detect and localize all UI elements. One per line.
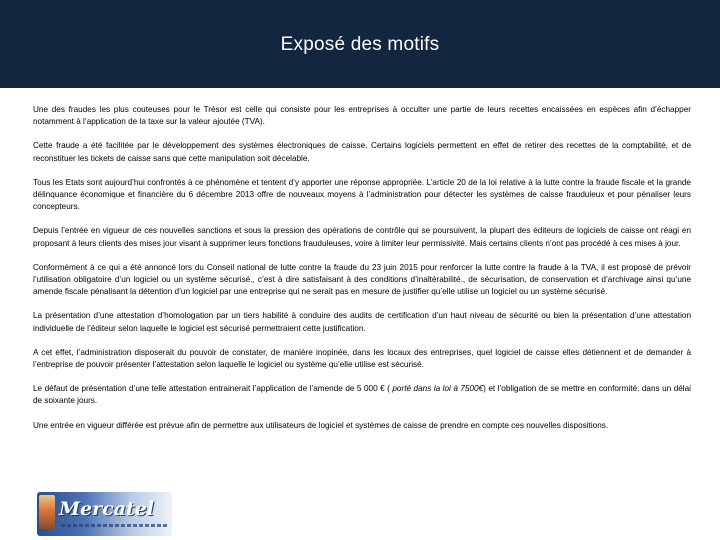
- fine-text-before: Le défaut de présentation d’une telle attestation entrainerait l’application de l’amende de 5 000 € (: [33, 384, 390, 394]
- paragraph-electronic-cash-systems: Cette fraude a été facilitée par le développement des systèmes électroniques de caisse. Certains logiciels permettent en effet de retirer des recettes de la comptabilité, et de reconstituer les tickets de caisse sans que cette manipulation soit décelable.: [33, 141, 691, 163]
- paragraph-certification: La présentation d’une attestation d’homologation par un tiers habilité à conduire des audits de certification d’un haut niveau de sécurité ou bien la présentation d’une attestation individuelle de l’éditeur selon laquelle le logiciel est sécurisé permettraient cette justification.: [33, 311, 691, 333]
- logo-wordmark: Mercatel: [59, 498, 155, 520]
- paragraph-state-response: Tous les Etats sont aujourd’hui confrontés à ce phénomène et tentent d’y apporter une réponse appropriée. L’article 20 de la loi relative à la lutte contre la fraude fiscale et la grande délinquance économique et financière du 6 décembre 2013 offre de nouveaux moyens à l’administration pour détecter les systèmes de caisse frauduleux et pour pénaliser leurs concepteurs.: [33, 177, 691, 212]
- paragraph-mandatory-secure-software: Conformément à ce qui a été annoncé lors du Conseil national de lutte contre la fraude du 23 juin 2015 pour renforcer la lutte contre la fraude à la TVA, il est proposé de prévoir l’utilisation obligatoire d’un logiciel ou un système sécurisé., c’est à dire satisfaisant à des conditions d’inaltérabilité., de sécurisation, de conservation et d’archivage ainsi qu’une amende fiscale pénalisant la détention d’un logiciel par une entreprise qui ne serait pas en mesure de justifier qu’elle utilise un logiciel ou un système sécurisé.: [33, 262, 691, 297]
- paragraph-software-publishers: Depuis l’entrée en vigueur de ces nouvelles sanctions et sous la pression des opérations de contrôle qui se poursuivent, la plupart des éditeurs de logiciels de caisse ont réagi en proposant à leurs clients des mises jour visant à supprimer leurs fonctions frauduleuses, voire à limiter leur permissivité. Mais certains clients n’ont pas procédé à ces mises à jour.: [33, 226, 691, 248]
- paragraph-tva-fraud: Une des fraudes les plus couteuses pour le Trésor est celle qui consiste pour les entreprises à occulter une partie de leurs recettes encaissées en espèces afin d’échapper notamment à l’application de la taxe sur la valeur ajoutée (TVA).: [33, 105, 691, 127]
- paragraph-deferred-entry: Une entrée en vigueur différée est prévue afin de permettre aux utilisateurs de logiciel et systèmes de caisse de prendre en compte ces nouvelles dispositions.: [33, 420, 609, 430]
- logo-photo-strip: [39, 495, 55, 529]
- paragraph-fine: [33, 383, 691, 407]
- fine-text-after: ) et l’obligation de se mettre en conformité. dans un délai de soixante jours.: [33, 384, 691, 406]
- page-title: Exposé des motifs: [280, 34, 440, 55]
- logo-tagline: [61, 524, 167, 527]
- document-body: [33, 104, 691, 444]
- fine-text-italic: porté dans la loi à 7500€: [389, 384, 484, 394]
- title-banner: [0, 0, 720, 88]
- mercatel-logo: [37, 492, 172, 536]
- paragraph-administration-powers: A cet effet, l’administration disposerait du pouvoir de constater, de manière inopinée, dans les locaux des entreprises, quel logiciel de caisse elles détiennent et de demander à l’entreprise de pouvoir présenter l’attestation selon laquelle le logiciel ou système qu’elle utilise est sécurisé.: [33, 347, 691, 370]
